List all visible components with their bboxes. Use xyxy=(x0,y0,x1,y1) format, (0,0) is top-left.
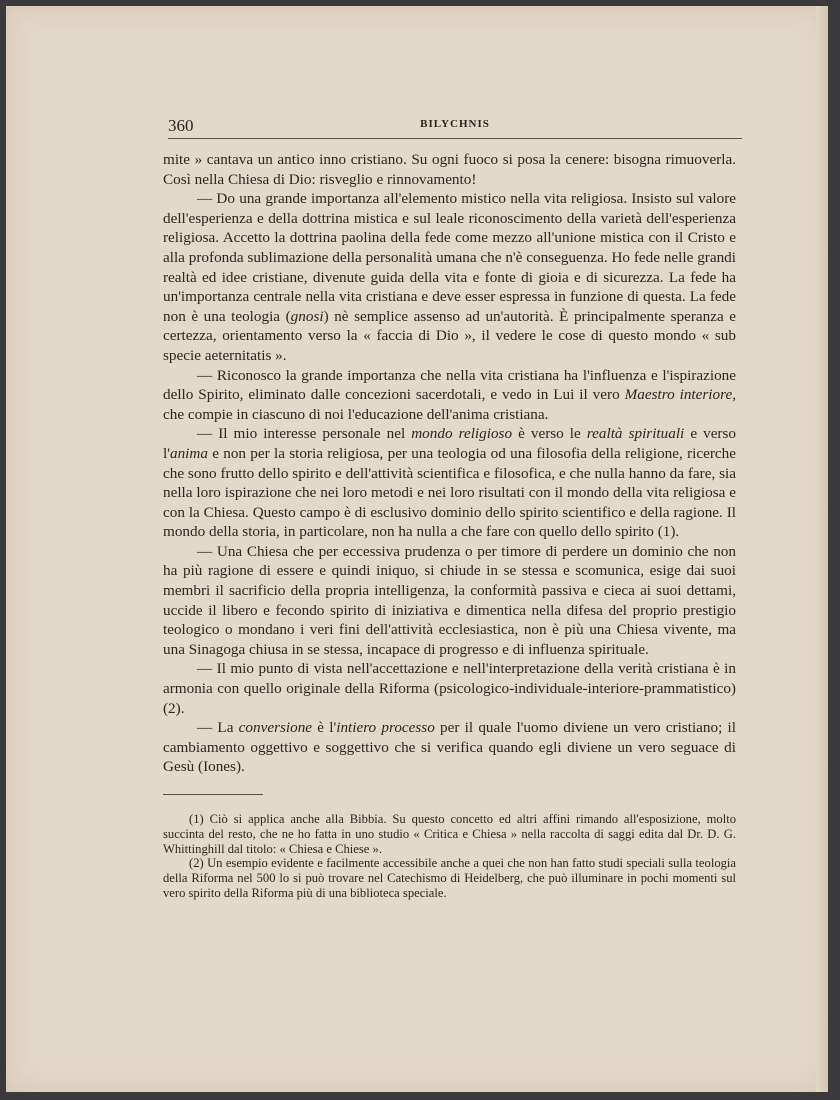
text-run: , che compie in ciascuno di noi l'educazione dell'anima cristiana. xyxy=(163,386,736,423)
page-number: 360 xyxy=(168,116,194,135)
italic-text: anima xyxy=(169,444,208,462)
footnote-2: (2) Un esempio evidente e facilmente accessibile anche a quei che non han fatto studi speciali sulla teologia della Riforma nel 500 lo si può trovare nel Catechismo di Heidelberg, che può illuminare in pochi momenti sul vero spirito della Riforma più di una biblioteca speciale. xyxy=(163,856,736,900)
paragraph xyxy=(163,150,736,189)
text-run: per il quale l'uomo diviene un vero cristiano; il cambiamento oggettivo e soggettivo che si verifica quando egli diviene un vero seguace di Gesù (Iones). xyxy=(163,719,736,776)
italic-text: Maestro interiore xyxy=(624,386,733,404)
text-run: — Riconosco la grande importanza che nella vita cristiana ha l'influenza e l'ispirazione dello Spirito, eliminato dalle concezioni sacerdotali, e vedo in Lui il vero xyxy=(163,366,736,404)
italic-text: mondo religioso xyxy=(411,425,513,443)
footnote-divider xyxy=(163,794,263,795)
text-run: — La xyxy=(197,719,239,737)
text-run: è verso le xyxy=(512,425,587,443)
italic-text: intiero processo xyxy=(336,719,435,737)
text-run: mite » cantava un antico inno cristiano. Su ogni fuoco si posa la cenere: bisogna rimuoverla. Così nella Chiesa di Dio: risveglio e rinnovamento! xyxy=(163,151,736,188)
running-head: BILYCHNIS xyxy=(420,118,490,130)
paragraph xyxy=(163,189,736,365)
footnotes xyxy=(163,812,736,901)
text-run: e non per la storia religiosa, per una teologia od una filosofia della religione, ricerche che sono frutto dello spirito e dell'attività scientifica e filosofica, e che nulla hanno da fare, sia nella loro ispirazione che nei loro metodi e nei loro risultati con il mondo della vita religiosa e con la Chiesa. Questo campo è di esclusivo dominio dello spirito scientifico e della ragione. Il mondo della storia, in particolare, non ha nulla a che fare con quello dello spirito (1). xyxy=(163,444,736,541)
italic-text: realtà spirituali xyxy=(586,425,685,443)
paragraph xyxy=(163,424,736,542)
page-header xyxy=(168,114,742,139)
body-text xyxy=(163,150,736,777)
text-run: — Il mio interesse personale nel xyxy=(197,425,412,443)
paragraph xyxy=(163,718,736,777)
text-run: — Il mio punto di vista nell'accettazione e nell'interpretazione della verità cristiana è in armonia con quello originale della Riforma (psicologico-individuale-interiore-prammatistico) (2). xyxy=(163,660,736,717)
italic-text: conversione xyxy=(238,719,313,737)
paragraph xyxy=(163,542,736,660)
text-run: e verso l' xyxy=(163,425,736,462)
text-run: — Una Chiesa che per eccessiva prudenza o per timore di perdere un dominio che non ha più ragione di essere e quindi iniquo, si chiude in se stessa e scomunica, esige dai suoi membri il sacrificio della propria intelligenza, la conformità passiva e cieca ai suoi dettami, uccide il libero e fecondo spirito di iniziativa e dimentica nella difesa del proprio prestigio teologico o mondano i veri fini dell'attività ecclesiastica, non è più una Chiesa vivente, ma una Sinagoga chiusa in se stessa, incapace di progresso e di influenza spirituale. xyxy=(163,542,736,658)
paragraph xyxy=(163,659,736,718)
text-run: — Do una grande importanza all'elemento mistico nella vita religiosa. Insisto sul valore dell'esperienza e della dottrina mistica e sul leale riconoscimento della varietà dell'esperienza religiosa. Accetto la dottrina paolina della fede come mezzo all'unione mistica con il Cristo e alla profonda sublimazione della personalità umana che n'è conseguenza. Ho fede nelle grandi realtà ed idee cristiane, divenute guida della vita e fonte di gioia e di sicurezza. La fede ha un'importanza centrale nella vita cristiana e deve esser espressa in funzione di questa. La fede non è una teologia ( xyxy=(163,190,736,325)
text-run: è l' xyxy=(312,719,337,737)
paragraph xyxy=(163,366,736,425)
text-run: ) nè semplice assenso ad un'autorità. È principalmente speranza e certezza, orientamento verso la « faccia di Dio », il vedere le cose di questo mondo « sub specie aeternitatis ». xyxy=(163,307,736,364)
page-edge xyxy=(816,6,828,1092)
footnote-1: (1) Ciò si applica anche alla Bibbia. Su questo concetto ed altri affini rimando all'esposizione, molto succinta del resto, che ne ho fatta in uno studio « Critica e Chiesa » nella raccolta di saggi edita dal Dr. D. G. Whittinghill dal titolo: « Chiesa e Chiese ». xyxy=(163,812,736,856)
italic-text: gnosi xyxy=(290,307,324,325)
